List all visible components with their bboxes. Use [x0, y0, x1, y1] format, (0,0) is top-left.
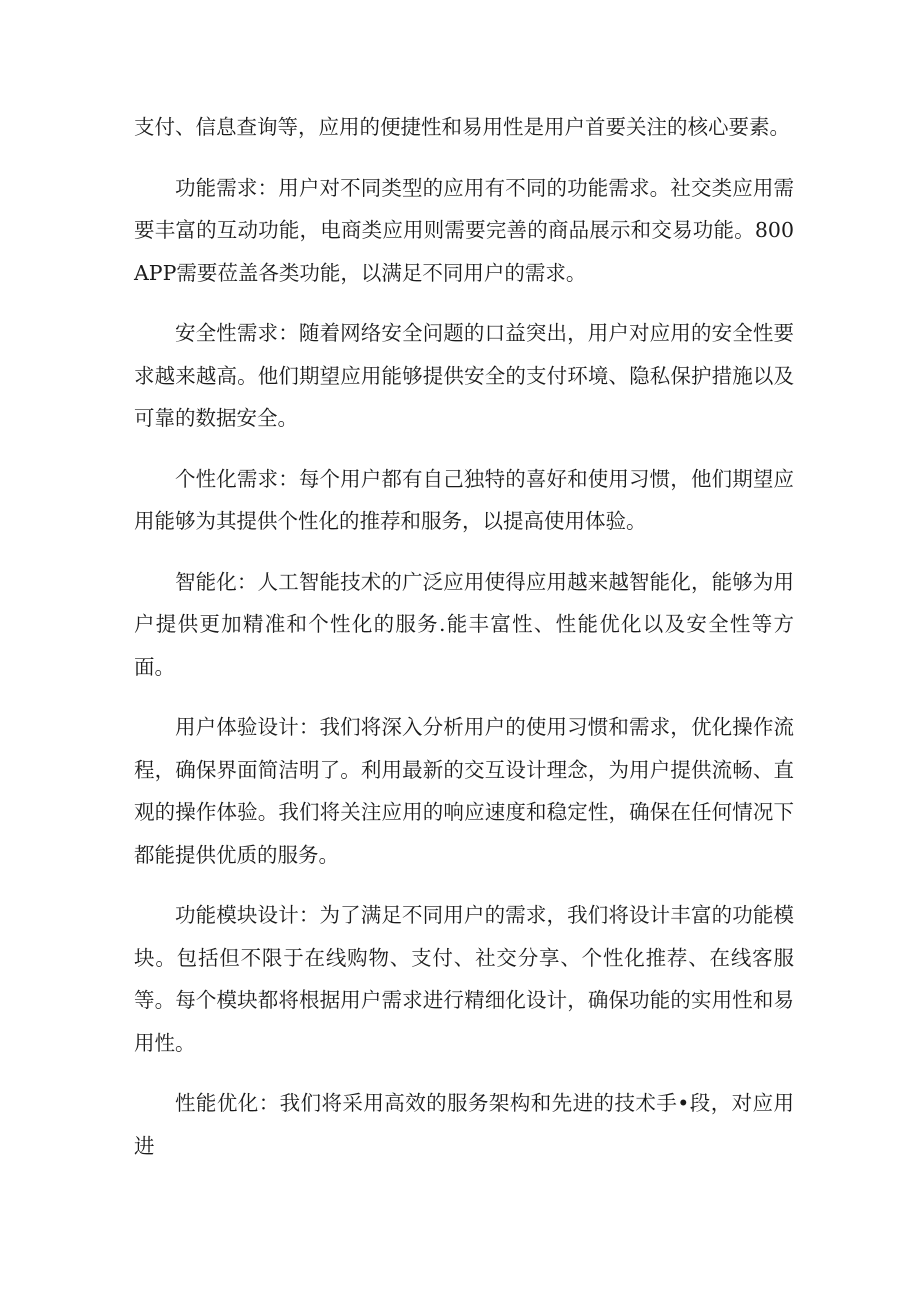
paragraph-performance-optimization: 性能优化：我们将采用高效的服务架构和先进的技术手•段，对应用进 [134, 1091, 794, 1158]
paragraph-module-design: 功能模块设计：为了满足不同用户的需求，我们将设计丰富的功能模块。包括但不限于在线购物、支付、社交分享、个性化推荐、在线客服等。每个模块都将根据用户需求进行精细化设计，确保功能的实用性和易用性。 [134, 903, 794, 1055]
paragraph-intelligence: 智能化：人工智能技术的广泛应用使得应用越来越智能化，能够为用户提供更加精准和个性化的服务.能丰富性、性能优化以及安全性等方面。 [134, 569, 794, 679]
paragraph-functional-requirements: 功能需求：用户对不同类型的应用有不同的功能需求。社交类应用需要丰富的互动功能，电商类应用则需要完善的商品展示和交易功能。800APP需要莅盖各类功能，以满足不同用户的需求。 [134, 175, 794, 285]
paragraph-security-requirements: 安全性需求：随着网络安全问题的口益突出，用户对应用的安全性要求越来越高。他们期望应用能够提供安全的支付环境、隐私保护措施以及可靠的数据安全。 [134, 321, 794, 430]
paragraph-continued: 支付、信息查询等，应用的便捷性和易用性是用户首要关注的核心要素。 [134, 115, 790, 139]
paragraph-personalization-requirements: 个性化需求：每个用户都有自己独特的喜好和使用习惯，他们期望应用能够为其提供个性化的推荐和服务，以提高使用体验。 [134, 466, 794, 533]
paragraph-ux-design: 用户体验设计：我们将深入分析用户的使用习惯和需求，优化操作流程，确保界面简洁明了。利用最新的交互设计理念，为用户提供流畅、直观的操作体验。我们将关注应用的响应速度和稳定性，确保在任何情况下都能提供优质的服务。 [134, 715, 794, 867]
document-body [134, 106, 794, 1185]
